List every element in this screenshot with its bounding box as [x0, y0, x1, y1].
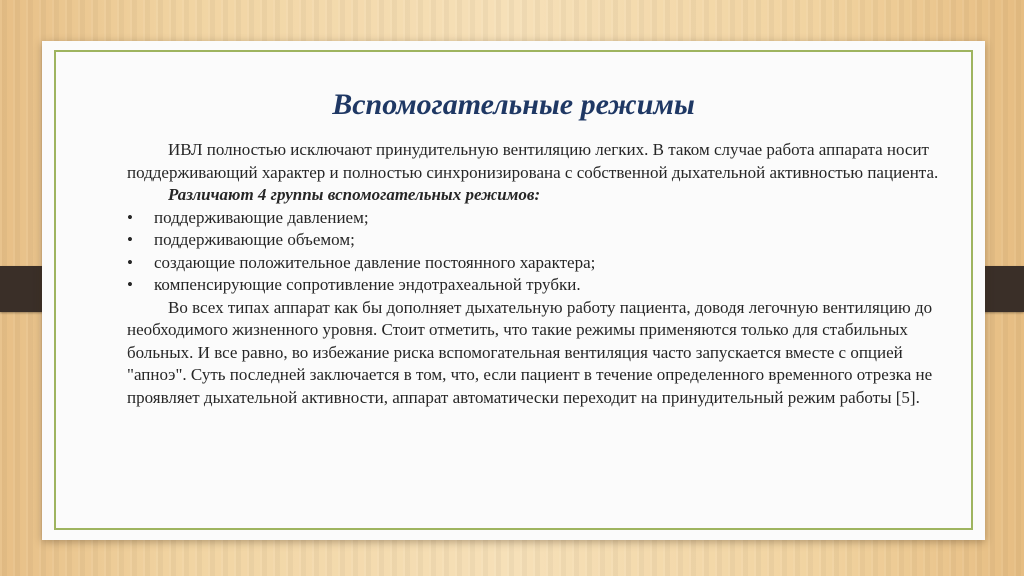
list-item [127, 207, 947, 230]
list-item-text: поддерживающие объемом; [154, 230, 355, 249]
intro-paragraph: ИВЛ полностью исключают принудительную вентиляцию легких. В таком случае работа аппарата носит поддерживающий характер и полностью синхронизирована с собственной дыхательной активностью пациента. [127, 140, 939, 182]
slide-body [127, 139, 947, 409]
bullet-marker: • [127, 252, 133, 272]
list-item-text: создающие положительное давление постоянного характера; [154, 252, 596, 272]
list-item-text: поддерживающие давлением; [154, 207, 369, 227]
conclusion-paragraph: Во всех типах аппарат как бы дополняет дыхательную работу пациента, доводя легочную вентиляцию до необходимого жизненного уровня. Стоит отметить, что такие режимы применяются только для стабильных больных. И все равно, во избежание риска вспомогательная вентиляция часто запускается вместе с опцией "апноэ". Суть последней заключается в том, что, если пациент в течение определенного временного отрезка не проявляет дыхательной активности, аппарат автоматически переходит на принудительный режим работы [5]. [127, 297, 933, 407]
groups-subheading: Различают 4 группы вспомогательных режимов: [168, 185, 541, 204]
modes-list [127, 207, 947, 297]
bullet-marker: • [127, 230, 133, 249]
list-item [127, 252, 947, 275]
slide-title: Вспомогательные режимы [332, 88, 695, 121]
list-item [127, 229, 947, 252]
bullet-marker: • [127, 207, 133, 227]
bullet-marker: • [127, 275, 133, 294]
list-item [127, 274, 947, 297]
list-item-text: компенсирующие сопротивление эндотрахеальной трубки. [154, 275, 581, 294]
slide-card [42, 41, 985, 540]
